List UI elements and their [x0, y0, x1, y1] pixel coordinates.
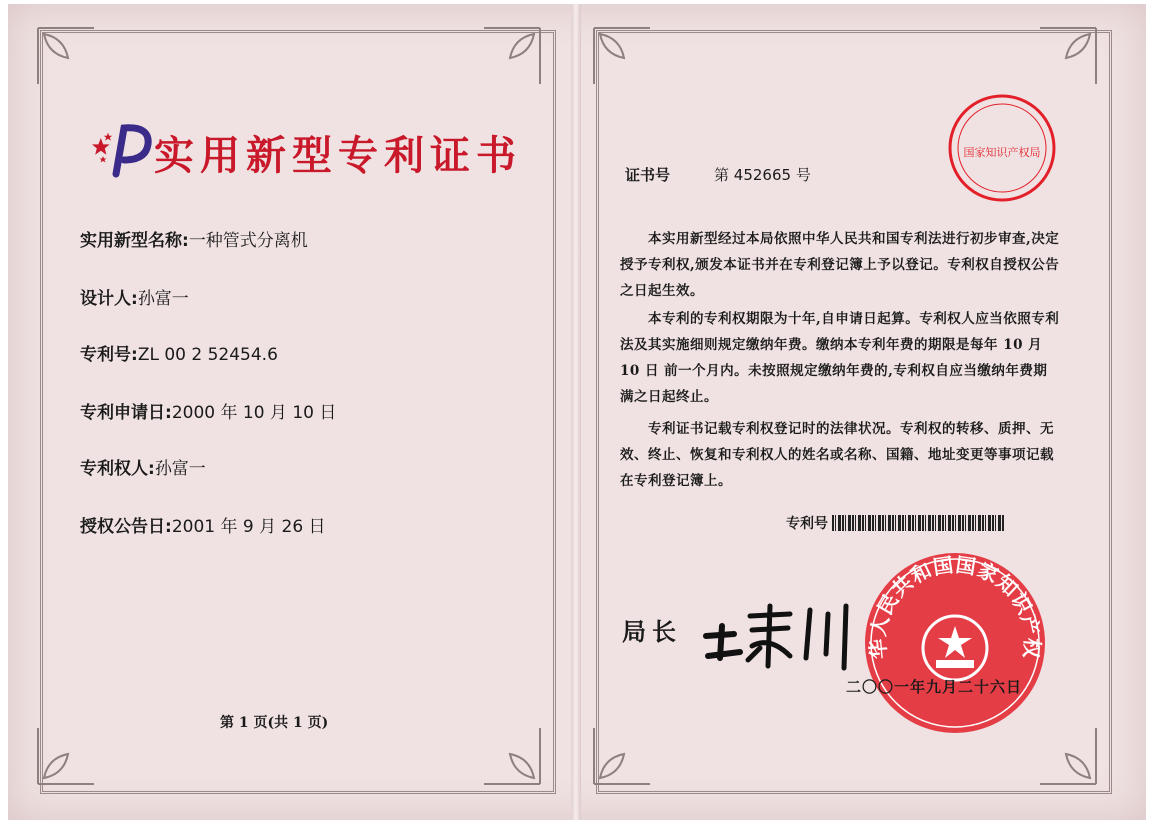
field-label: 设计人: — [80, 289, 138, 309]
patent-logo-icon — [90, 122, 154, 182]
director-signature — [700, 596, 860, 680]
field-label: 专利权人: — [80, 459, 155, 479]
field-grant-date — [80, 512, 326, 537]
certificate-title-row — [90, 122, 522, 182]
center-fold — [571, 4, 581, 820]
issue-date: 二〇〇一年九月二十六日 — [846, 678, 1023, 696]
patent-number-label: 专利号 — [786, 516, 828, 532]
field-value: 孙富一 — [154, 459, 206, 479]
small-seal-text: 国家知识产权局 — [963, 146, 1041, 159]
patent-number-barcode-row — [786, 513, 1004, 533]
field-label: 实用新型名称: — [80, 231, 189, 251]
corner-ornament-icon — [590, 718, 660, 788]
big-seal-text: 华人民共和国国家知识产权 — [865, 552, 1045, 660]
field-value: 2001 年 9 月 26 日 — [171, 517, 326, 537]
paragraph-term: 本专利的专利权期限为十年,自申请日起算。专利权人应当依照专利法及其实施细则规定缴纳年费。缴纳本专利年费的期限是每年 10 月 10 日 前一个月内。未按照规定缴纳年费的,专利权自应当缴纳年费期满之日起终止。 — [620, 311, 1060, 405]
field-label: 专利申请日: — [80, 403, 172, 423]
field-utility-model-name — [80, 226, 308, 251]
page-number: 第 1 页(共 1 页) — [220, 715, 329, 731]
small-official-seal — [946, 92, 1058, 204]
corner-ornament-icon — [1030, 24, 1100, 94]
field-label: 专利号: — [80, 345, 138, 365]
field-value: ZL 00 2 52454.6 — [137, 345, 278, 365]
certificate-number-label: 证书号 — [625, 166, 671, 184]
field-label: 授权公告日: — [80, 517, 172, 537]
national-ip-office-seal — [860, 548, 1050, 738]
paragraph-grant: 本实用新型经过本局依照中华人民共和国专利法进行初步审查,决定授予专利权,颁发本证书并在专利登记簿上予以登记。专利权自授权公告之日起生效。 — [620, 231, 1060, 299]
corner-ornament-icon — [34, 24, 104, 94]
corner-ornament-icon — [474, 718, 544, 788]
certificate-number — [625, 164, 811, 185]
barcode-icon — [832, 515, 1004, 531]
field-designer — [80, 284, 189, 309]
corner-ornament-icon — [474, 24, 544, 94]
field-application-date — [80, 398, 336, 423]
corner-ornament-icon — [34, 718, 104, 788]
field-patent-number — [80, 340, 278, 365]
certificate-number-value: 第 452665 号 — [714, 166, 811, 184]
certificate-title: 实用新型专利证书 — [154, 132, 522, 179]
corner-ornament-icon — [590, 24, 660, 94]
field-patentee — [80, 454, 206, 479]
director-label: 局长 — [622, 617, 682, 646]
field-value: 2000 年 10 月 10 日 — [171, 403, 337, 423]
field-value: 孙富一 — [137, 289, 189, 309]
field-value: 一种管式分离机 — [188, 231, 308, 251]
paragraph-legal-status: 专利证书记载专利权登记时的法律状况。专利权的转移、质押、无效、终止、恢复和专利权人的姓名或名称、国籍、地址变更等事项记载在专利登记簿上。 — [620, 421, 1054, 489]
